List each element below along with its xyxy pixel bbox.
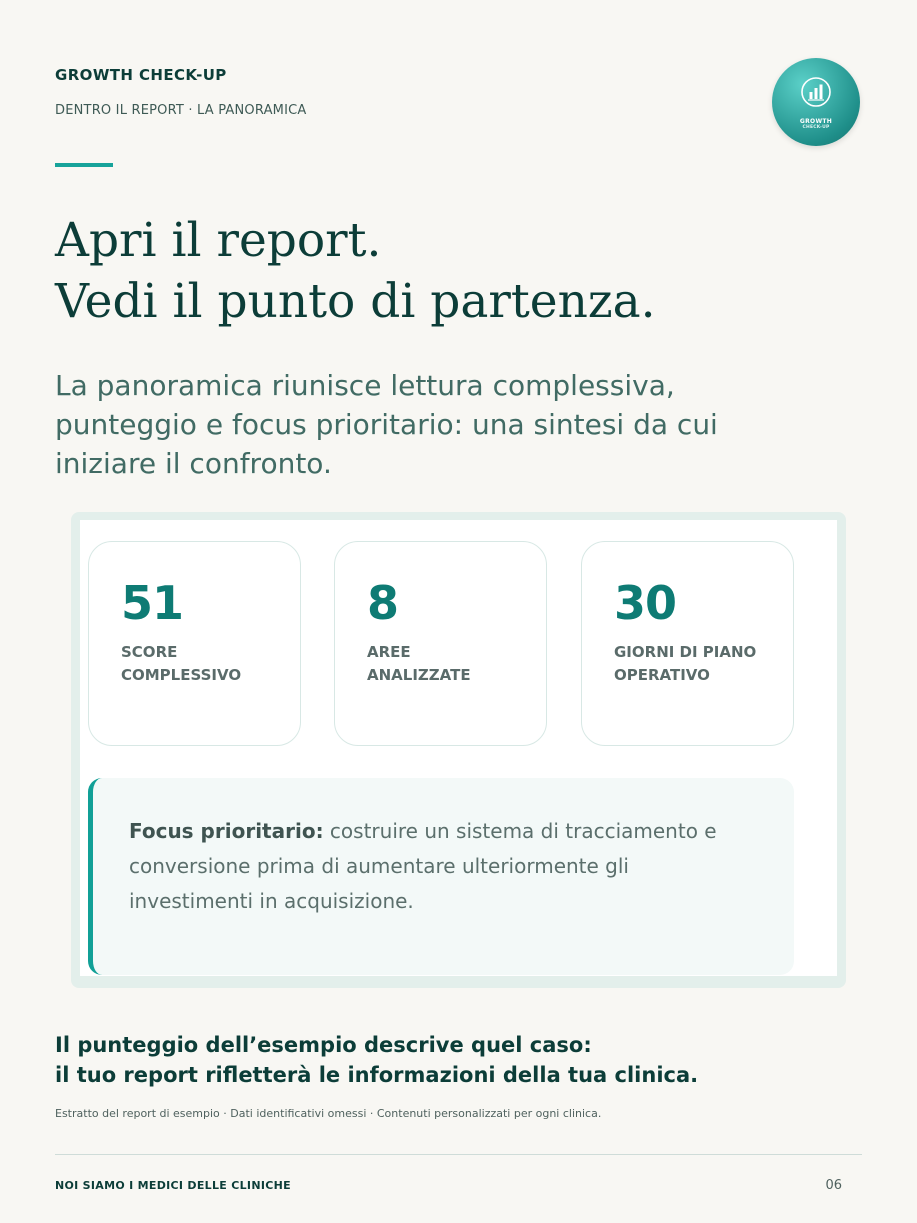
- section-breadcrumb: DENTRO IL REPORT · LA PANORAMICA: [55, 103, 307, 118]
- stat-label-line-1: AREE: [367, 643, 411, 661]
- bar-chart-icon: [800, 76, 832, 108]
- brand-logo: [772, 58, 860, 146]
- closing-line-1: Il punteggio dell’esempio descrive quel caso:: [55, 1033, 592, 1057]
- stat-label-line-1: SCORE: [121, 643, 178, 661]
- stat-card-score: [88, 541, 301, 746]
- lead-line-3: iniziare il confronto.: [55, 447, 332, 480]
- page-headline: [55, 210, 656, 332]
- focus-text: [129, 814, 717, 919]
- focus-label: Focus prioritario:: [129, 819, 324, 843]
- lead-line-1: La panoramica riunisce lettura complessiva,: [55, 369, 675, 402]
- logo-subtext: CHECK-UP: [802, 125, 830, 130]
- footer-divider: [55, 1154, 862, 1155]
- stat-card-areas: [334, 541, 547, 746]
- accent-divider: [55, 163, 113, 167]
- stat-label-line-1: GIORNI DI PIANO: [614, 643, 757, 661]
- focus-line-1-text: costruire un sistema di tracciamento e: [323, 819, 717, 843]
- closing-statement: [55, 1030, 698, 1090]
- stat-value: 30: [614, 576, 677, 630]
- page-number: 06: [825, 1178, 842, 1193]
- focus-line-3: investimenti in acquisizione.: [129, 889, 414, 913]
- closing-line-2: il tuo report rifletterà le informazioni della tua clinica.: [55, 1063, 699, 1087]
- stat-label: [121, 641, 241, 687]
- stat-label: [614, 641, 756, 687]
- lead-line-2: punteggio e focus prioritario: una sintesi da cui: [55, 408, 718, 441]
- stat-label-line-2: ANALIZZATE: [367, 666, 471, 684]
- brand-title: GROWTH CHECK-UP: [55, 66, 227, 84]
- focus-line-1: [129, 814, 717, 849]
- footer-tagline: NOI SIAMO I MEDICI DELLE CLINICHE: [55, 1179, 291, 1192]
- stat-card-plan-days: [581, 541, 794, 746]
- priority-focus-callout: [88, 778, 794, 975]
- stat-value: 51: [121, 576, 184, 630]
- logo-text: GROWTH: [799, 118, 833, 125]
- stat-label-line-2: COMPLESSIVO: [121, 666, 242, 684]
- lead-paragraph: [55, 366, 855, 483]
- footnote: Estratto del report di esempio · Dati identificativi omessi · Contenuti personalizzati per ogni clinica.: [55, 1107, 602, 1120]
- headline-line-2: Vedi il punto di partenza.: [55, 274, 656, 329]
- stat-label-line-2: OPERATIVO: [614, 666, 710, 684]
- headline-line-1: Apri il report.: [55, 213, 382, 268]
- stat-value: 8: [367, 576, 399, 630]
- focus-line-2: conversione prima di aumentare ulteriormente gli: [129, 854, 629, 878]
- stat-label: [367, 641, 471, 687]
